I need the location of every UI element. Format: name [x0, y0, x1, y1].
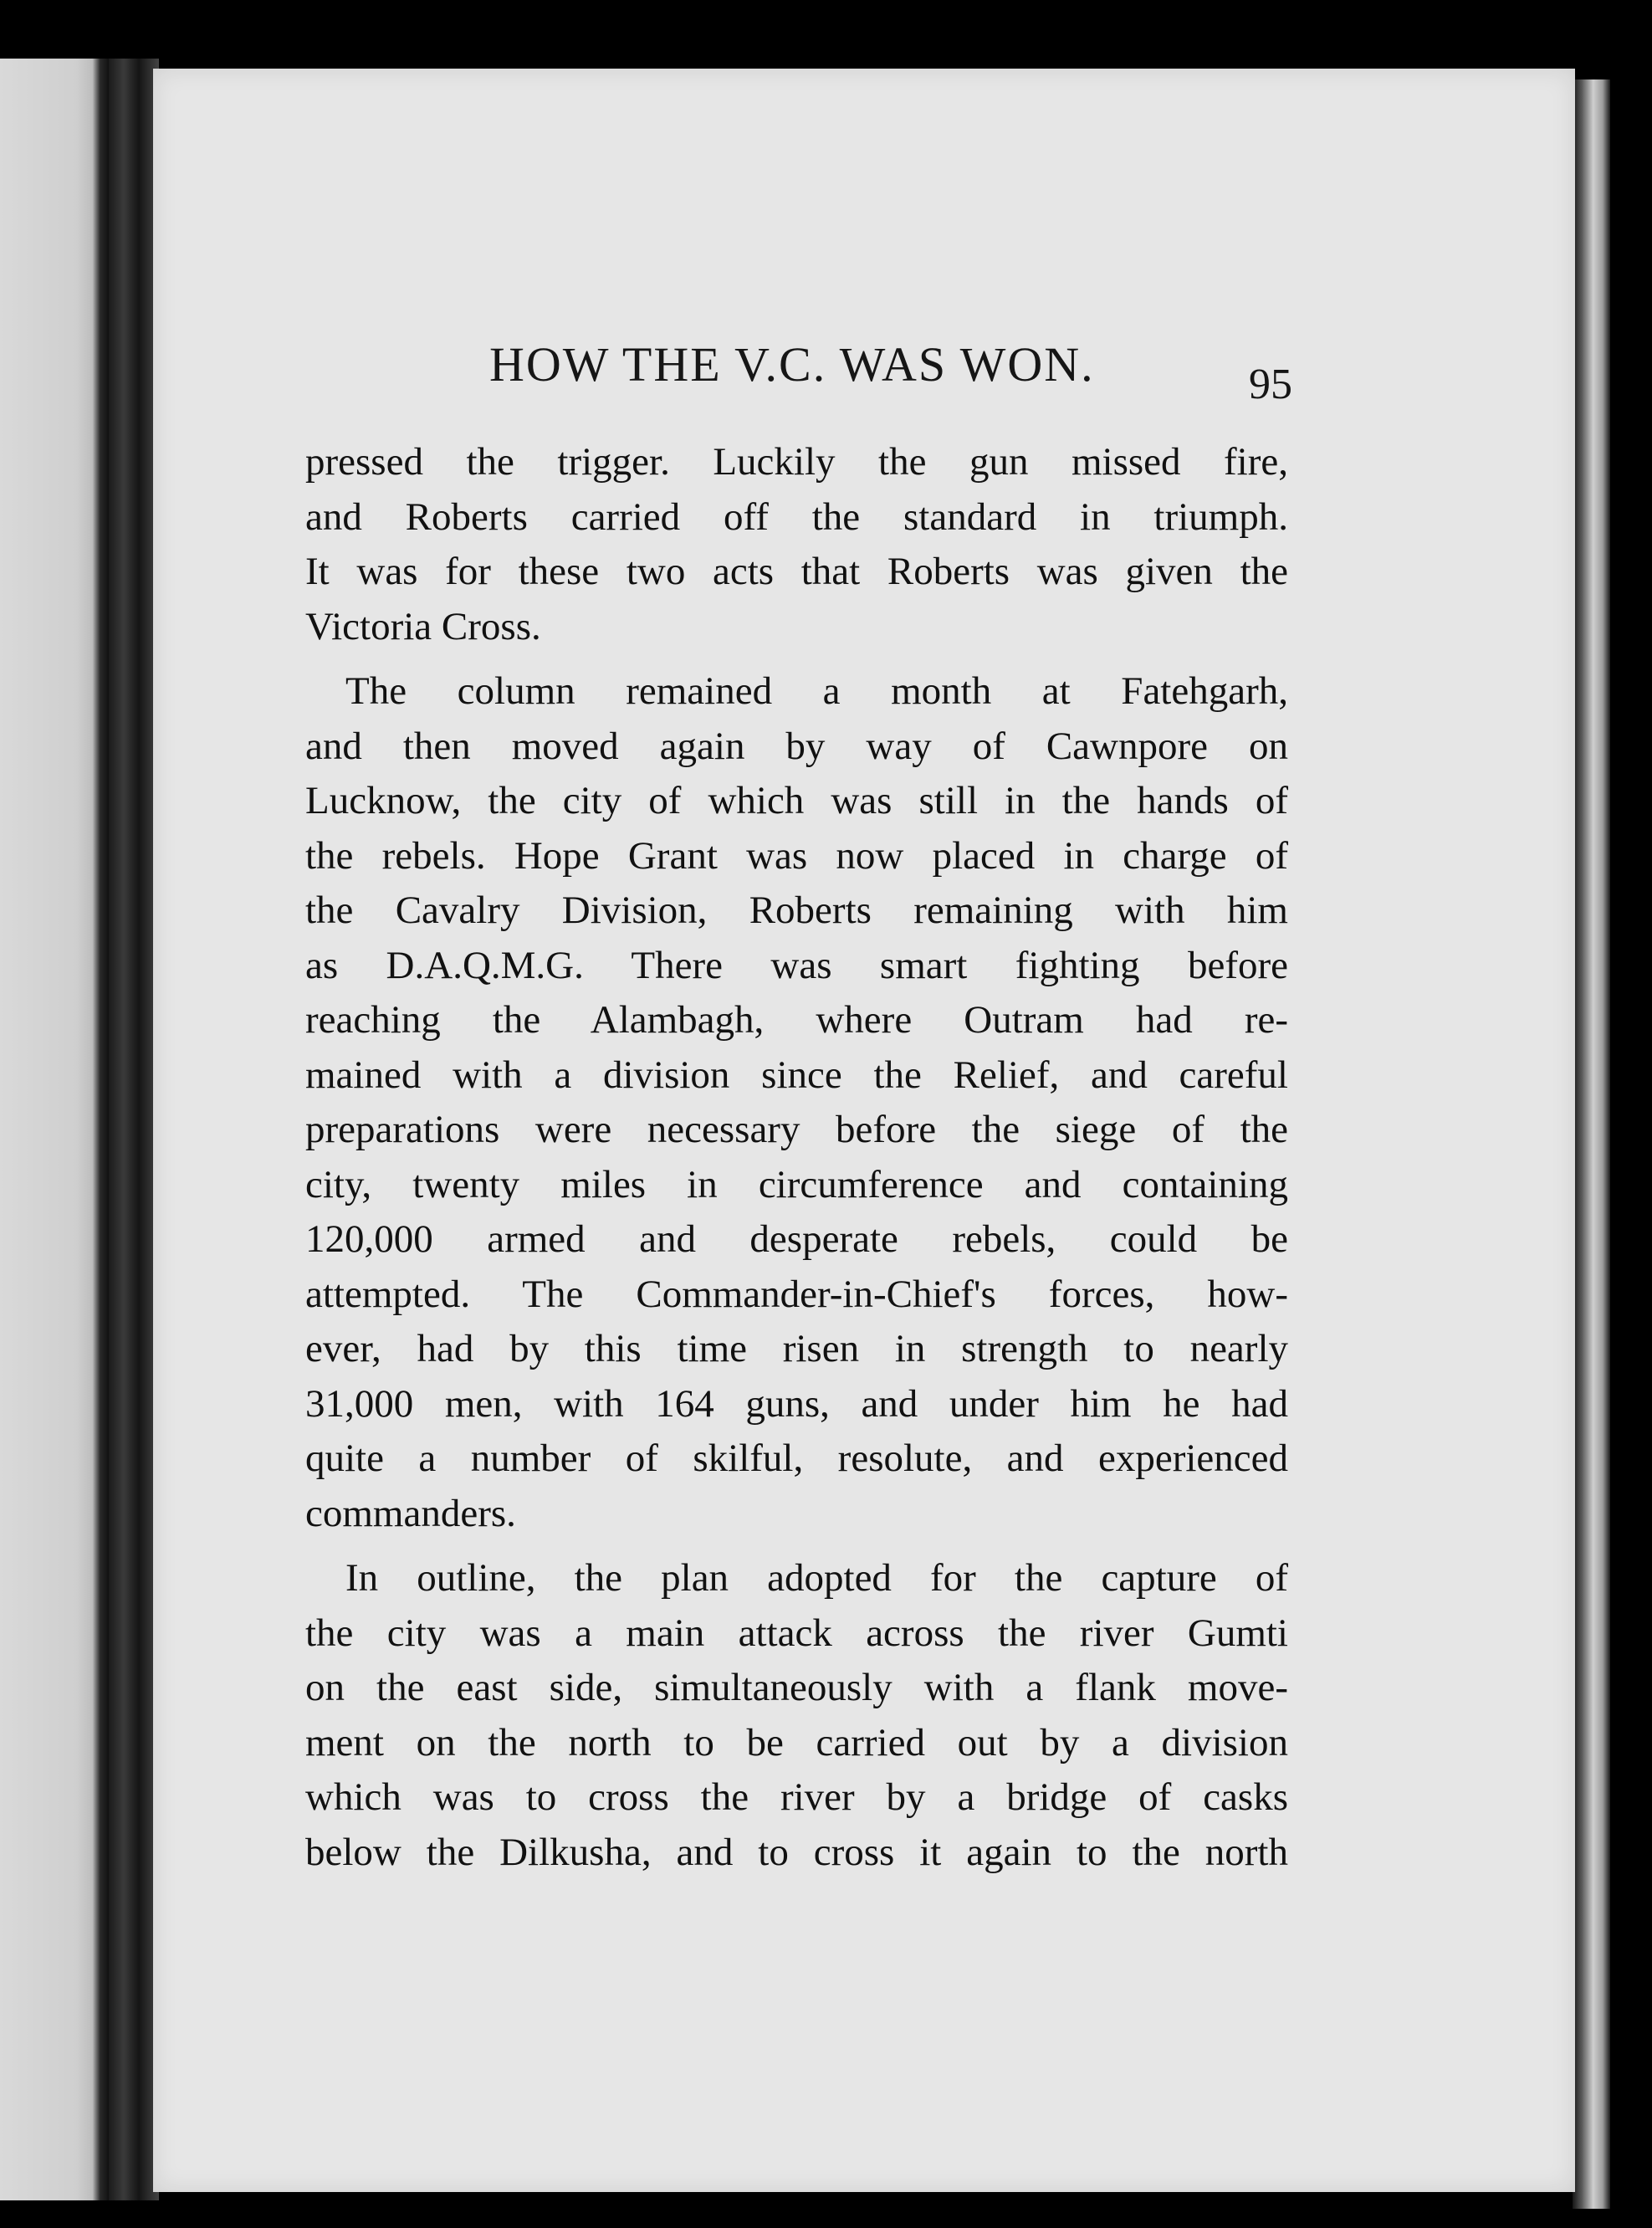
text-line: city, twenty miles in circumference and containing: [305, 1162, 1288, 1206]
text-line: mained with a division since the Relief, and careful: [305, 1053, 1288, 1097]
text-line: In outline, the plan adopted for the capture of: [345, 1556, 1288, 1600]
text-line: as D.A.Q.M.G. There was smart fighting before: [305, 943, 1288, 987]
text-line: 120,000 armed and desperate rebels, could be: [305, 1217, 1288, 1261]
text-line: on the east side, simultaneously with a flank move-: [305, 1666, 1288, 1709]
text-line: ever, had by this time risen in strength to nearly: [305, 1327, 1288, 1370]
paragraph-2: [305, 664, 1288, 1541]
text-line: below the Dilkusha, and to cross it again to the north: [305, 1830, 1288, 1874]
text-line: preparations were necessary before the siege of the: [305, 1108, 1288, 1151]
text-line: reaching the Alambagh, where Outram had re-: [305, 998, 1288, 1042]
text-line: commanders.: [305, 1491, 516, 1535]
text-line: Lucknow, the city of which was still in the hands of: [305, 779, 1288, 822]
text-line: pressed the trigger. Luckily the gun missed fire,: [305, 440, 1288, 484]
text-line: 31,000 men, with 164 guns, and under him he had: [305, 1381, 1288, 1426]
text-line: quite a number of skilful, resolute, and experienced: [305, 1437, 1288, 1480]
text-line: and then moved again by way of Cawnpore on: [305, 724, 1288, 768]
page-header: [489, 336, 1292, 408]
right-page-edge: [1573, 79, 1610, 2209]
left-page-edge: [0, 59, 109, 2200]
text-line: the Cavalry Division, Roberts remaining with him: [305, 889, 1288, 932]
text-line: the city was a main attack across the river Gumti: [305, 1611, 1288, 1655]
text-line: attempted. The Commander-in-Chief's forces, how-: [305, 1272, 1288, 1316]
paragraph-1: [305, 435, 1288, 654]
text-line: Victoria Cross.: [305, 604, 541, 648]
book-gutter: [109, 59, 159, 2200]
text-line: It was for these two acts that Roberts was given the: [305, 550, 1288, 593]
running-title: HOW THE V.C. WAS WON.: [489, 337, 1095, 392]
body-text: [305, 435, 1288, 1890]
text-line: the rebels. Hope Grant was now placed in charge of: [305, 833, 1288, 878]
paragraph-3: [305, 1551, 1288, 1880]
page-number: 95: [1249, 361, 1292, 408]
text-line: ment on the north to be carried out by a division: [305, 1720, 1288, 1764]
text-line: and Roberts carried off the standard in triumph.: [305, 494, 1288, 539]
text-line: which was to cross the river by a bridge of casks: [305, 1775, 1288, 1819]
text-line: The column remained a month at Fatehgarh,: [345, 669, 1288, 713]
